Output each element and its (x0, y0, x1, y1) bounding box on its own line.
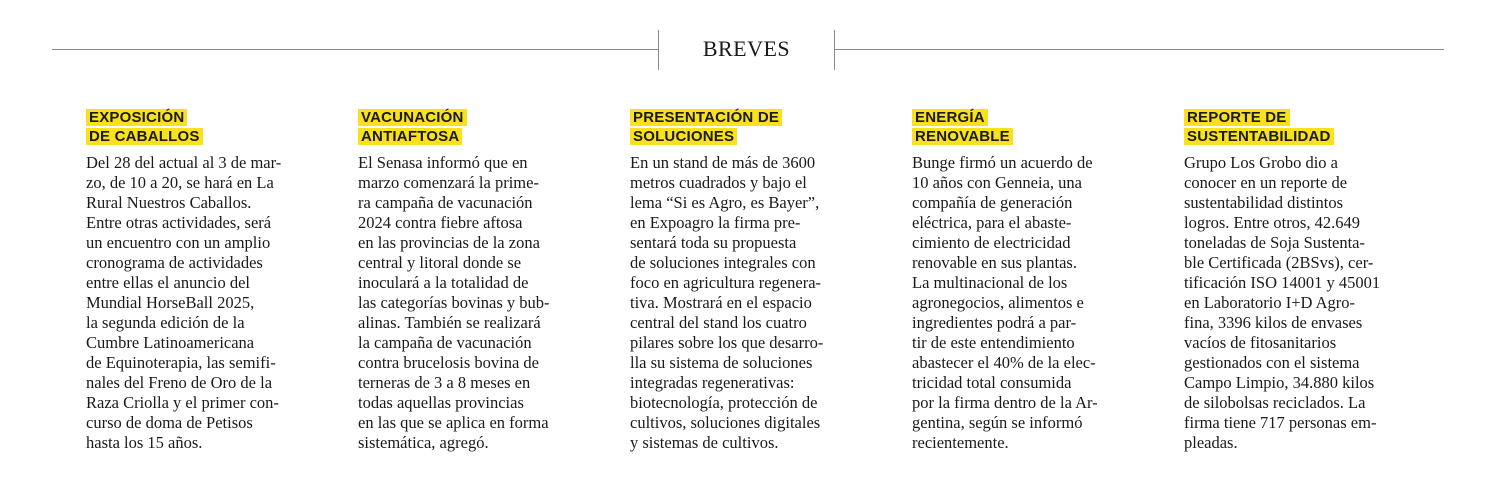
brief-title-line1: ENERGÍA (912, 109, 988, 126)
header-rule-left (52, 49, 658, 50)
section-title: BREVES (702, 36, 791, 61)
brief-title-line1: EXPOSICIÓN (86, 109, 187, 126)
brief-exposicion-caballos (86, 108, 334, 453)
brief-title-line2: RENOVABLE (912, 128, 1013, 145)
brief-reporte-sustentabilidad (1184, 108, 1432, 453)
brief-title (358, 108, 606, 146)
brief-title-line2: ANTIAFTOSA (358, 128, 462, 145)
brief-body: Grupo Los Grobo dio a conocer en un reporte de sustentabilidad distintos logros. Entre otros, 42.649 toneladas de Soja Sustenta- ble Certificada (2BSvs), cer- tificación ISO 14001 y 45001 en Laboratorio I+D Agro- fina, 3396 kilos de envases vacíos de fitosanitarios gestionados con el sistema Campo Limpio, 34.880 kilos de silobolsas reciclados. La firma tiene 717 personas em- pleadas. (1184, 153, 1381, 452)
header-tick-right (834, 30, 835, 70)
brief-energia-renovable (912, 108, 1160, 453)
brief-vacunacion-antiaftosa (358, 108, 606, 453)
brief-title (912, 108, 1160, 146)
brief-title-line1: REPORTE DE (1184, 109, 1290, 126)
brief-title (630, 108, 878, 146)
brief-title-line1: PRESENTACIÓN DE (630, 109, 782, 126)
brief-body: Del 28 del actual al 3 de mar- zo, de 10 a 20, se hará en La Rural Nuestros Caballos. Entre otras actividades, será un encuentro con un amplio cronograma de actividades entre ellas el anuncio del Mundial HorseBall 2025, la segunda edición de la Cumbre Latinoamericana de Equinoterapia, las semifi- nales del Freno de Oro de la Raza Criolla y el primer con- curso de doma de Petisos hasta los 15 años. (86, 153, 282, 452)
brief-body: El Senasa informó que en marzo comenzará la prime- ra campaña de vacunación 2024 contra fiebre aftosa en las provincias de la zona central y litoral donde se inoculará a la totalidad de las categorías bovinas y bub- alinas. También se realizará la campaña de vacunación contra brucelosis bovina de terneras de 3 a 8 meses en todas aquellas provincias en las que se aplica en forma sistemática, agregó. (358, 153, 550, 452)
brief-title-line2: SOLUCIONES (630, 128, 737, 145)
header-rule-right (834, 49, 1444, 50)
brief-title-line1: VACUNACIÓN (358, 109, 467, 126)
brief-presentacion-soluciones (630, 108, 878, 453)
brief-title-line2: SUSTENTABILIDAD (1184, 128, 1334, 145)
brief-title-line2: DE CABALLOS (86, 128, 203, 145)
brief-body: En un stand de más de 3600 metros cuadrados y bajo el lema “Si es Agro, es Bayer”, en Expoagro la firma pre- sentará toda su propuesta de soluciones integrales con foco en agricultura regenera- tiva. Mostrará en el espacio central del stand los cuatro pilares sobre los que desarro- lla su sistema de soluciones integradas regenerativas: biotecnología, protección de cultivos, soluciones digitales y sistemas de cultivos. (630, 153, 824, 452)
brief-body: Bunge firmó un acuerdo de 10 años con Genneia, una compañía de generación eléctrica, para el abaste- cimiento de electricidad renovable en sus plantas. La multinacional de los agronegocios, alimentos e ingredientes podrá a par- tir de este entendimiento abastecer el 40% de la elec- tricidad total consumida por la firma dentro de la Ar- gentina, según se informó recientemente. (912, 153, 1098, 452)
brief-title (1184, 108, 1432, 146)
section-header (52, 30, 1444, 70)
brief-title (86, 108, 334, 146)
